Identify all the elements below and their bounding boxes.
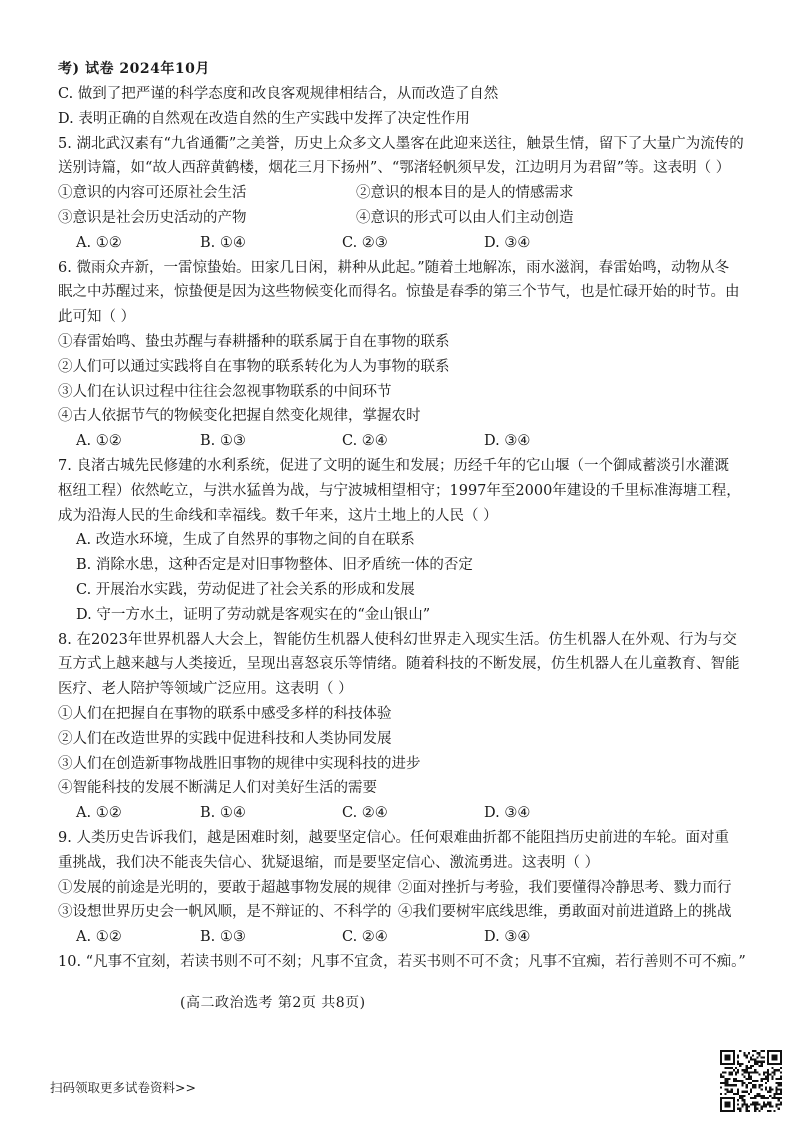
text-line: ①人们在把握自在事物的联系中感受多样的科技体验 <box>58 705 392 722</box>
statement-item: ③设想世界历史会一帆风顺，是不辩证的、不科学的 <box>58 904 392 921</box>
text-line: 成为沿海人民的生命线和幸福线。数千年来，这片土地上的人民（ ） <box>58 507 498 524</box>
text-line: 重挑战，我们决不能丧失信心、犹疑退缩，而是要坚定信心、激流勇进。这表明（ ） <box>58 854 600 871</box>
text-line: C. 做到了把严谨的科学态度和改良客观规律相结合，从而改造了自然 <box>58 86 499 102</box>
page-number-footer: (高二政治选考 第2页 共8页) <box>180 995 366 1011</box>
choice-option: D. ③④ <box>484 929 531 946</box>
text-line: 5. 湖北武汉素有“九省通衢”之美誉，历史上众多文人墨客在此迎来送往，触景生情，留下了大量广为流传的 <box>58 135 744 152</box>
choice-option: B. ①④ <box>200 805 246 822</box>
choice-option: A. ①② <box>76 805 122 822</box>
statement-item: ①意识的内容可还原社会生活 <box>58 185 247 202</box>
choice-option: D. ③④ <box>484 433 531 450</box>
text-line: 送别诗篇，如“故人西辞黄鹤楼，烟花三月下扬州”、“鄂渚轻帆须早发，江边明月为君留”等。这表明（ ） <box>58 160 731 177</box>
statement-row <box>58 181 748 206</box>
choice-option: A. ①② <box>76 929 122 946</box>
choice-row <box>58 429 748 454</box>
statement-item: ④我们要树牢底线思维，勇敢面对前进道路上的挑战 <box>398 904 732 921</box>
promo-link[interactable]: 扫码领取更多试卷资料>> <box>50 1080 196 1095</box>
statement-item: ④意识的形式可以由人们主动创造 <box>356 209 574 226</box>
answer-option: C. 开展治水实践，劳动促进了社会关系的形成和发展 <box>76 581 415 598</box>
text-line: 10. “凡事不宜刻，若读书则不可不刻；凡事不宜贪，若买书则不可不贪；凡事不宜痴，若行善则不可不痴。” <box>58 953 746 970</box>
text-line: ④古人依据节气的物候变化把握自然变化规律，掌握农时 <box>58 408 421 425</box>
statement-item: ①发展的前途是光明的，要敢于超越事物发展的规律 <box>58 879 392 896</box>
text-line: ②人们在改造世界的实践中促进科技和人类协同发展 <box>58 730 392 747</box>
qr-code-icon[interactable] <box>720 1050 782 1112</box>
text-line: ④智能科技的发展不断满足人们对美好生活的需要 <box>58 780 377 797</box>
choice-option: C. ②④ <box>342 805 388 822</box>
choice-option: D. ③④ <box>484 805 531 822</box>
statement-row <box>58 876 748 901</box>
exam-content <box>58 82 748 975</box>
text-line: 眠之中苏醒过来，惊蛰便是因为这些物候变化而得名。惊蛰是春季的第三个节气，也是忙碌开始的时节。由 <box>58 284 740 301</box>
statement-item: ②面对挫折与考验，我们要懂得冷静思考、戮力而行 <box>398 879 732 896</box>
text-line: ②人们可以通过实践将自在事物的联系转化为人为事物的联系 <box>58 358 450 375</box>
choice-option: C. ②④ <box>342 433 388 450</box>
text-line: 互方式上越来越与人类接近，呈现出喜怒哀乐等情绪。随着科技的不断发展，仿生机器人在儿童教育、智能 <box>58 656 740 673</box>
choice-option: C. ②④ <box>342 929 388 946</box>
text-line: 此可知（ ） <box>58 309 136 326</box>
choice-option: B. ①③ <box>200 433 246 450</box>
text-line: 医疗、老人陪护等领域广泛应用。这表明（ ） <box>58 681 353 698</box>
text-line: 8. 在2023年世界机器人大会上，智能仿生机器人使科幻世界走入现实生活。仿生机器人在外观、行为与交 <box>58 631 737 648</box>
answer-option: D. 守一方水土，证明了劳动就是客观实在的“金山银山” <box>76 606 431 623</box>
statement-row <box>58 206 748 231</box>
text-line: 7. 良渚古城先民修建的水利系统，促进了文明的诞生和发展；历经千年的它山堰（一个御咸蓄淡引水灌溉 <box>58 457 729 474</box>
choice-row <box>58 801 748 826</box>
text-line: 枢纽工程）依然屹立，与洪水猛兽为战，与宁波城相望相守；1997年至2000年建设的千里标准海塘工程， <box>58 482 741 499</box>
answer-option: A. 改造水环境，生成了自然界的事物之间的自在联系 <box>76 532 415 549</box>
choice-row <box>58 925 748 950</box>
choice-option: C. ②③ <box>342 234 388 251</box>
statement-item: ③意识是社会历史活动的产物 <box>58 209 247 226</box>
text-line: ③人们在创造新事物战胜旧事物的规律中实现科技的进步 <box>58 755 421 772</box>
choice-option: B. ①③ <box>200 929 246 946</box>
statement-item: ②意识的根本目的是人的情感需求 <box>356 185 574 202</box>
text-line: 9. 人类历史告诉我们，越是困难时刻，越要坚定信心。任何艰难曲折都不能阻挡历史前进的车轮。面对重 <box>58 829 729 846</box>
text-line: 6. 微雨众卉新，一雷惊蛰始。田家几日闲，耕种从此起。”随着土地解冻，雨水滋润，春雷始鸣，动物从冬 <box>58 259 730 276</box>
text-line: D. 表明正确的自然观在改造自然的生产实践中发挥了决定性作用 <box>58 110 470 127</box>
choice-row <box>58 231 748 256</box>
answer-option: B. 消除水患，这种否定是对旧事物整体、旧矛盾统一体的否定 <box>76 557 473 574</box>
text-line: ③人们在认识过程中往往会忽视事物联系的中间环节 <box>58 383 392 400</box>
text-line: ①春雷始鸣、蛰虫苏醒与春耕播种的联系属于自在事物的联系 <box>58 333 450 350</box>
choice-option: D. ③④ <box>484 234 531 251</box>
choice-option: A. ①② <box>76 433 122 450</box>
choice-option: B. ①④ <box>200 234 246 251</box>
page-header: 考) 试卷 2024年10月 <box>58 61 210 77</box>
choice-option: A. ①② <box>76 234 122 251</box>
statement-row <box>58 900 748 925</box>
